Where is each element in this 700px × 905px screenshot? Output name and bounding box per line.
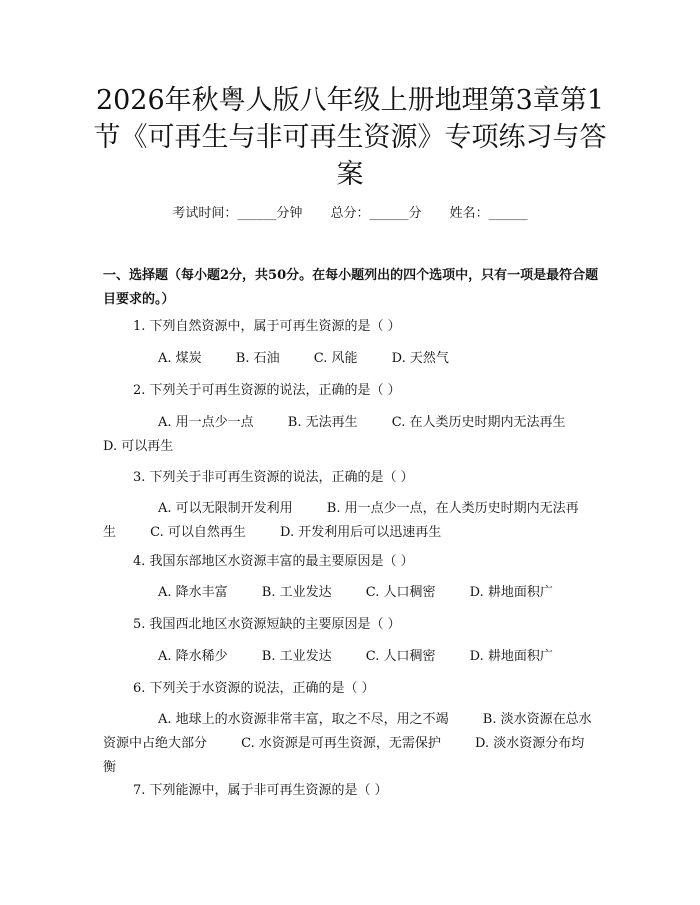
option: B. 工业发达 [261, 585, 332, 600]
option: D. 可以再生 [103, 439, 174, 454]
option: B. 工业发达 [261, 649, 332, 664]
question-stem: 6. 下列关于水资源的说法，正确的是（ ） [133, 681, 375, 696]
option: B. 淡水资源在总水资源中占绝大部分 [103, 712, 592, 751]
question-options [158, 347, 618, 371]
document-title: 2026年秋粤人版八年级上册地理第3章第1节《可再生与非可再生资源》专项练习与答案 [93, 85, 607, 190]
option: A. 降水丰富 [158, 585, 228, 600]
question-stem: 3. 下列关于非可再生资源的说法，正确的是（ ） [133, 470, 414, 485]
question-options [158, 581, 618, 605]
option: A. 用一点少一点 [158, 415, 254, 430]
option: D. 天然气 [391, 351, 449, 366]
question-options [103, 497, 603, 545]
question-stem: 2. 下列关于可再生资源的说法，正确的是（ ） [133, 383, 401, 398]
exam-time: 考试时间：______分钟 [172, 206, 303, 221]
question-options [158, 645, 618, 669]
option: A. 可以无限制开发利用 [158, 501, 293, 516]
option: A. 煤炭 [158, 351, 202, 366]
option: B. 用一点少一点，在人类历史时期内无法再生 [103, 501, 579, 540]
option: C. 人口稠密 [365, 585, 436, 600]
option: C. 人口稠密 [365, 649, 436, 664]
option: A. 地球上的水资源非常丰富，取之不尽，用之不竭 [158, 712, 449, 727]
question-stem: 7. 下列能源中，属于非可再生资源的是（ ） [133, 783, 388, 798]
option: B. 石油 [235, 351, 280, 366]
option: C. 水资源是可再生资源，无需保护 [241, 736, 441, 751]
option: C. 在人类历史时期内无法再生 [391, 415, 566, 430]
question-stem: 1. 下列自然资源中，属于可再生资源的是（ ） [133, 319, 401, 334]
question-stem: 5. 我国西北地区水资源短缺的主要原因是（ ） [133, 617, 401, 632]
exam-score: 总分：______分 [330, 206, 422, 221]
exam-info [0, 205, 700, 223]
option: B. 无法再生 [287, 415, 358, 430]
option: C. 可以自然再生 [150, 525, 246, 540]
option: D. 耕地面积广 [469, 585, 553, 600]
option: A. 降水稀少 [158, 649, 228, 664]
option: C. 风能 [313, 351, 358, 366]
section-heading: 一、选择题（每小题2分，共50分。在每小题列出的四个选项中，只有一项是最符合题目要求的。） [103, 268, 599, 307]
option: D. 开发利用后可以迅速再生 [280, 525, 442, 540]
option: D. 淡水资源分布均衡 [103, 736, 585, 775]
student-name: 姓名：______ [449, 206, 528, 221]
question-stem: 4. 我国东部地区水资源丰富的最主要原因是（ ） [133, 554, 414, 569]
question-options [103, 708, 603, 780]
option: D. 耕地面积广 [469, 649, 553, 664]
question-options [103, 411, 603, 459]
